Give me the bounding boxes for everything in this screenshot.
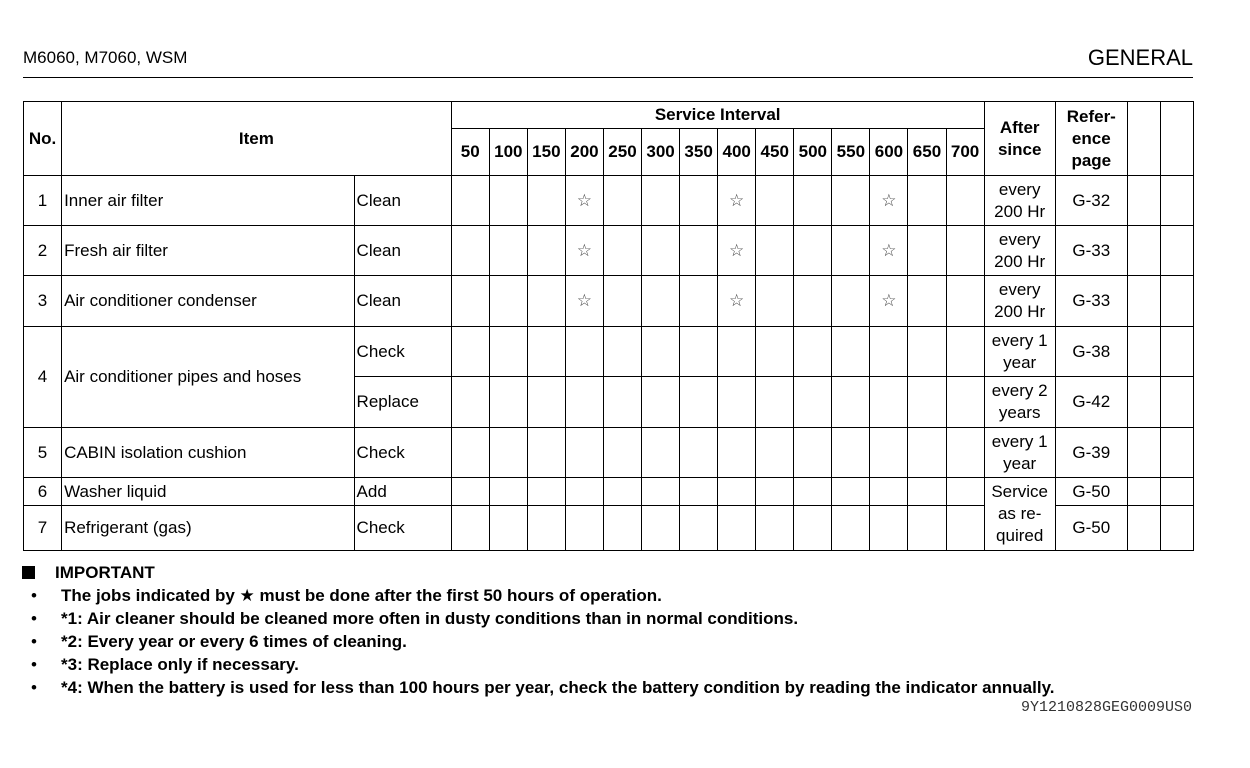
square-bullet-icon (22, 566, 35, 579)
table-row (24, 428, 1194, 478)
interval-cell (489, 428, 527, 478)
interval-cell (870, 327, 908, 377)
interval-cell (603, 478, 641, 506)
interval-cell (451, 377, 489, 428)
header-interval-450: 450 (756, 129, 794, 176)
interval-cell (946, 478, 984, 506)
note-line (22, 630, 1055, 653)
note-line (22, 653, 1055, 676)
interval-cell (565, 428, 603, 478)
bullet-icon: • (31, 609, 37, 628)
reference-page: G-42 (1055, 377, 1127, 428)
header-interval-500: 500 (794, 129, 832, 176)
blank-cell (1160, 377, 1193, 428)
item-action: Check (354, 506, 451, 551)
interval-cell (565, 478, 603, 506)
interval-cell (451, 276, 489, 327)
header-interval-50: 50 (451, 129, 489, 176)
interval-cell (489, 478, 527, 506)
interval-cell (756, 327, 794, 377)
interval-cell (756, 428, 794, 478)
after-since-cell: every 200 Hr (984, 176, 1055, 226)
row-number: 3 (24, 276, 62, 327)
interval-cell (527, 506, 565, 551)
blank-cell (1127, 428, 1160, 478)
document-model-header: M6060, M7060, WSM (23, 48, 188, 67)
interval-cell (946, 327, 984, 377)
interval-cell (794, 428, 832, 478)
header-interval-550: 550 (832, 129, 870, 176)
note-text: *4: When the battery is used for less than 100 hours per year, check the battery condition by reading the indicator annually. (61, 678, 1055, 697)
interval-cell (908, 176, 946, 226)
interval-cell (680, 176, 718, 226)
important-heading (22, 561, 1055, 584)
interval-cell (565, 377, 603, 428)
interval-cell (451, 226, 489, 276)
interval-cell (603, 428, 641, 478)
reference-page: G-50 (1055, 478, 1127, 506)
reference-page: G-50 (1055, 506, 1127, 551)
row-number: 5 (24, 428, 62, 478)
interval-cell (680, 428, 718, 478)
header-interval-400: 400 (718, 129, 756, 176)
interval-cell (527, 276, 565, 327)
interval-cell (832, 226, 870, 276)
interval-cell (642, 176, 680, 226)
interval-cell (946, 506, 984, 551)
table-row (24, 327, 1194, 377)
reference-page: G-38 (1055, 327, 1127, 377)
interval-cell (756, 226, 794, 276)
interval-cell (908, 478, 946, 506)
bullet-icon: • (31, 632, 37, 651)
interval-cell (718, 327, 756, 377)
header-interval-350: 350 (680, 129, 718, 176)
blank-cell (1160, 276, 1193, 327)
interval-cell (527, 226, 565, 276)
interval-cell (489, 506, 527, 551)
blank-cell (1127, 478, 1160, 506)
item-name: Air conditioner condenser (62, 276, 354, 327)
blank-cell (1160, 176, 1193, 226)
interval-cell (718, 428, 756, 478)
interval-cell (527, 478, 565, 506)
interval-cell (870, 478, 908, 506)
note-text: The jobs indicated by ★ must be done after the first 50 hours of operation. (61, 586, 662, 605)
interval-cell (794, 176, 832, 226)
interval-cell (680, 276, 718, 327)
interval-cell (946, 428, 984, 478)
important-title: IMPORTANT (55, 563, 155, 582)
reference-page: G-33 (1055, 226, 1127, 276)
bullet-icon: • (31, 655, 37, 674)
item-action: Check (354, 327, 451, 377)
interval-cell (832, 327, 870, 377)
item-action: Add (354, 478, 451, 506)
interval-cell (946, 377, 984, 428)
header-no: No. (24, 102, 62, 176)
star-icon: ☆ (718, 226, 756, 276)
interval-cell (642, 478, 680, 506)
after-since-cell: every 1 year (984, 327, 1055, 377)
interval-cell (680, 226, 718, 276)
header-item: Item (62, 102, 452, 176)
interval-cell (642, 327, 680, 377)
header-interval-700: 700 (946, 129, 984, 176)
interval-cell (680, 478, 718, 506)
reference-page: G-32 (1055, 176, 1127, 226)
note-text: *3: Replace only if necessary. (61, 655, 299, 674)
document-code: 9Y1210828GEG0009US0 (1020, 699, 1192, 716)
interval-cell (603, 276, 641, 327)
interval-cell (756, 276, 794, 327)
interval-cell (946, 226, 984, 276)
interval-cell (489, 176, 527, 226)
item-name: CABIN isolation cushion (62, 428, 354, 478)
interval-cell (680, 506, 718, 551)
header-interval-250: 250 (603, 129, 641, 176)
interval-cell (794, 327, 832, 377)
interval-cell (451, 478, 489, 506)
interval-cell (718, 478, 756, 506)
star-icon: ☆ (870, 276, 908, 327)
item-action: Clean (354, 276, 451, 327)
interval-cell (870, 428, 908, 478)
star-icon: ☆ (718, 276, 756, 327)
after-since-cell: every 1 year (984, 428, 1055, 478)
bullet-icon: • (31, 586, 37, 605)
note-line (22, 584, 1055, 607)
table-row (24, 176, 1194, 226)
important-notes (22, 561, 1055, 699)
blank-cell (1127, 276, 1160, 327)
blank-cell (1127, 377, 1160, 428)
interval-cell (451, 327, 489, 377)
interval-cell (908, 226, 946, 276)
interval-cell (603, 506, 641, 551)
header-blank-column (1160, 102, 1193, 176)
interval-cell (832, 478, 870, 506)
header-divider (23, 77, 1193, 78)
row-number: 7 (24, 506, 62, 551)
interval-cell (832, 428, 870, 478)
interval-cell (946, 276, 984, 327)
interval-cell (794, 226, 832, 276)
interval-cell (832, 506, 870, 551)
item-action: Clean (354, 226, 451, 276)
blank-cell (1127, 327, 1160, 377)
interval-cell (489, 377, 527, 428)
interval-cell (527, 428, 565, 478)
interval-cell (603, 176, 641, 226)
bullet-icon: • (31, 678, 37, 697)
star-icon: ☆ (870, 226, 908, 276)
item-action: Clean (354, 176, 451, 226)
interval-cell (603, 226, 641, 276)
blank-cell (1160, 428, 1193, 478)
after-since-cell: Service as re- quired (984, 478, 1055, 551)
interval-cell (908, 428, 946, 478)
header-after-since: After since (984, 102, 1055, 176)
interval-cell (642, 276, 680, 327)
interval-cell (603, 377, 641, 428)
interval-cell (642, 377, 680, 428)
star-icon: ☆ (565, 226, 603, 276)
star-icon: ☆ (718, 176, 756, 226)
note-text: *2: Every year or every 6 times of cleaning. (61, 632, 407, 651)
item-name: Inner air filter (62, 176, 354, 226)
after-since-cell: every 200 Hr (984, 276, 1055, 327)
star-icon: ☆ (565, 176, 603, 226)
interval-cell (870, 506, 908, 551)
after-since-cell: every 2 years (984, 377, 1055, 428)
interval-cell (756, 506, 794, 551)
interval-cell (832, 276, 870, 327)
interval-cell (908, 327, 946, 377)
header-interval-100: 100 (489, 129, 527, 176)
interval-cell (908, 377, 946, 428)
header-interval-650: 650 (908, 129, 946, 176)
star-icon: ☆ (565, 276, 603, 327)
header-reference-page: Refer- ence page (1055, 102, 1127, 176)
interval-cell (565, 506, 603, 551)
interval-cell (451, 428, 489, 478)
interval-cell (908, 276, 946, 327)
interval-cell (794, 377, 832, 428)
interval-cell (451, 176, 489, 226)
blank-cell (1160, 226, 1193, 276)
interval-cell (642, 226, 680, 276)
interval-cell (565, 327, 603, 377)
item-action: Check (354, 428, 451, 478)
after-since-cell: every 200 Hr (984, 226, 1055, 276)
interval-cell (946, 176, 984, 226)
row-number: 1 (24, 176, 62, 226)
interval-cell (756, 478, 794, 506)
header-interval-150: 150 (527, 129, 565, 176)
interval-cell (908, 506, 946, 551)
row-number: 2 (24, 226, 62, 276)
interval-cell (489, 327, 527, 377)
interval-cell (794, 478, 832, 506)
reference-page: G-39 (1055, 428, 1127, 478)
reference-page: G-33 (1055, 276, 1127, 327)
star-icon: ☆ (870, 176, 908, 226)
interval-cell (489, 226, 527, 276)
interval-cell (451, 506, 489, 551)
table-row (24, 276, 1194, 327)
interval-cell (642, 428, 680, 478)
row-number: 4 (24, 327, 62, 428)
section-title: GENERAL (1087, 45, 1193, 70)
table-row (24, 226, 1194, 276)
note-text: *1: Air cleaner should be cleaned more often in dusty conditions than in normal conditions. (61, 609, 799, 628)
blank-cell (1160, 478, 1193, 506)
blank-cell (1127, 506, 1160, 551)
interval-cell (603, 327, 641, 377)
header-interval-600: 600 (870, 129, 908, 176)
interval-cell (642, 506, 680, 551)
blank-cell (1127, 226, 1160, 276)
interval-cell (680, 327, 718, 377)
interval-cell (870, 377, 908, 428)
header-service-interval: Service Interval (451, 102, 984, 129)
interval-cell (527, 327, 565, 377)
interval-cell (794, 506, 832, 551)
header-interval-200: 200 (565, 129, 603, 176)
blank-cell (1160, 327, 1193, 377)
item-name: Air conditioner pipes and hoses (62, 327, 354, 428)
header-interval-300: 300 (642, 129, 680, 176)
note-line (22, 676, 1055, 699)
interval-cell (718, 377, 756, 428)
interval-cell (527, 176, 565, 226)
note-line (22, 607, 1055, 630)
interval-cell (832, 176, 870, 226)
item-name: Fresh air filter (62, 226, 354, 276)
blank-cell (1127, 176, 1160, 226)
interval-cell (527, 377, 565, 428)
maintenance-schedule-table (23, 101, 1194, 551)
row-number: 6 (24, 478, 62, 506)
blank-cell (1160, 506, 1193, 551)
item-name: Refrigerant (gas) (62, 506, 354, 551)
interval-cell (489, 276, 527, 327)
item-action: Replace (354, 377, 451, 428)
item-name: Washer liquid (62, 478, 354, 506)
interval-cell (718, 506, 756, 551)
table-row (24, 478, 1194, 506)
interval-cell (756, 377, 794, 428)
interval-cell (756, 176, 794, 226)
interval-cell (832, 377, 870, 428)
header-blank-column (1127, 102, 1160, 176)
interval-cell (680, 377, 718, 428)
interval-cell (794, 276, 832, 327)
